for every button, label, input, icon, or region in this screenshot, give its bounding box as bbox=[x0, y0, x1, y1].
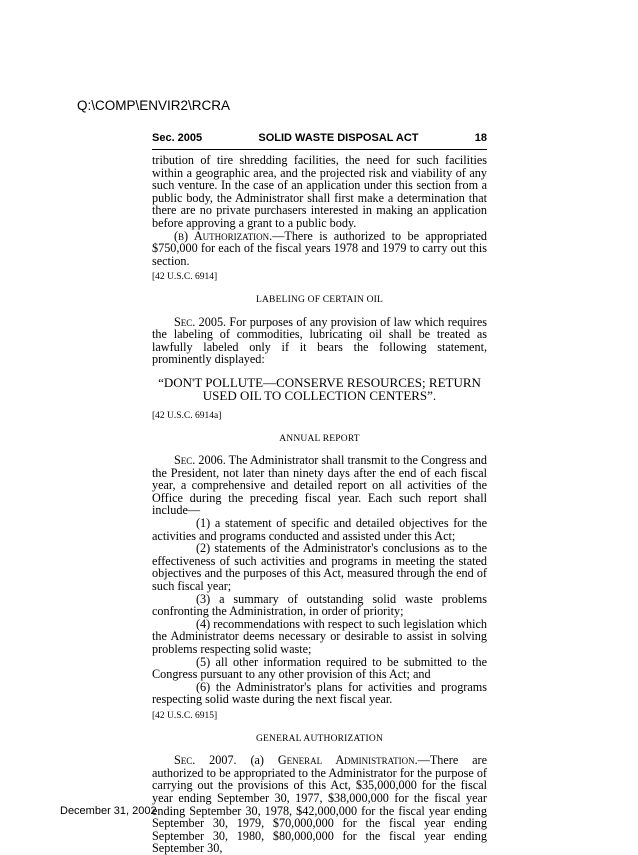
oil-label-statement: “DON'T POLLUTE—CONSERVE RESOURCES; RETURN USED OIL TO COLLECTION CENTERS”. bbox=[158, 374, 481, 403]
header-section: Sec. 2005 bbox=[152, 132, 203, 144]
sec-2007-subsection: 2007. (a) bbox=[195, 753, 278, 768]
sec-2005-text: 2005. For purposes of any provision of law which requires the labeling of commodities, lubricating oil shall be treated as lawfully labeled only if it bears the following statement, prominently displayed: bbox=[152, 314, 487, 367]
sec-2007-text: —There are authorized to be appropriated to the Administrator for the purpose of carrying out the provisions of this Act, $35,000,000 for the fiscal year ending September 30, 1977, $38,000,000 for the fiscal year ending September 30, 1978, $42,000,000 for the fiscal year ending September 30, 1979, $70,000,000 for the fiscal year ending September 30, 1980, $80,000,000 for the fiscal year ending September 30, bbox=[152, 753, 488, 855]
list-item: (3) a summary of outstanding solid waste problems confronting the Administration, in order of priority; bbox=[152, 591, 487, 619]
paragraph-sec-2006 bbox=[152, 454, 487, 517]
paragraph-sec-2007 bbox=[152, 754, 487, 855]
usc-citation: [42 U.S.C. 6914] bbox=[152, 272, 218, 283]
running-header bbox=[152, 132, 487, 144]
file-path: Q:\COMP\ENVIR2\RCRA bbox=[77, 98, 231, 113]
sec-2006-text: 2006. The Administrator shall transmit to the Congress and the President, not later than ninety days after the end of each fiscal year, a comprehensive and detailed report on all activities of the Office during the preceding fiscal year. Each such report shall include— bbox=[152, 453, 487, 518]
header-title: SOLID WASTE DISPOSAL ACT bbox=[258, 132, 419, 144]
footer-date: December 31, 2002 bbox=[60, 805, 157, 817]
paragraph-sec-2005 bbox=[152, 316, 487, 366]
section-heading: LABELING OF CERTAIN OIL bbox=[255, 294, 384, 305]
document-body bbox=[152, 154, 487, 855]
sec-label: Sec. bbox=[174, 753, 196, 768]
usc-citation: [42 U.S.C. 6915] bbox=[152, 710, 218, 721]
authorization-text: —There is authorized to be appropriated $750,000 for each of the fiscal years 1978 and 1979 to carry out this section. bbox=[152, 228, 487, 268]
authorization-label: (b) Authorization. bbox=[174, 228, 273, 243]
header-page-number: 18 bbox=[474, 132, 487, 144]
header-rule bbox=[152, 149, 487, 150]
sec-label: Sec. bbox=[174, 453, 196, 468]
general-administration-label: General Administration. bbox=[277, 753, 418, 768]
section-heading: ANNUAL REPORT bbox=[279, 433, 360, 444]
list-item: (1) a statement of specific and detailed objectives for the activities and programs conducted and assisted under this Act; bbox=[152, 516, 487, 543]
section-heading: GENERAL AUTHORIZATION bbox=[255, 733, 384, 744]
list-item: (5) all other information required to be submitted to the Congress pursuant to any other provision of this Act; and bbox=[152, 654, 487, 682]
usc-citation: [42 U.S.C. 6914a] bbox=[152, 410, 222, 421]
list-item: (6) the Administrator's plans for activities and programs respecting solid waste during the next fiscal year. bbox=[152, 679, 487, 707]
paragraph-authorization bbox=[152, 230, 487, 268]
paragraph-continuation: tribution of tire shredding facilities, the need for such facilities within a geographic area, and the projected risk and viability of any such venture. In the case of an application under this section from a public body, the Administrator shall first make a determination that there are no private purchasers interested in making an application before approving a grant to a public body. bbox=[152, 153, 487, 230]
list-item: (2) statements of the Administrator's conclusions as to the effectiveness of such activities and programs in meeting the stated objectives and the purposes of this Act, measured through the end of such fiscal year; bbox=[152, 541, 487, 594]
list-item: (4) recommendations with respect to such legislation which the Administrator deems necessary or desirable to assist in solving problems respecting solid waste; bbox=[152, 616, 487, 656]
sec-label: Sec. bbox=[174, 314, 196, 329]
